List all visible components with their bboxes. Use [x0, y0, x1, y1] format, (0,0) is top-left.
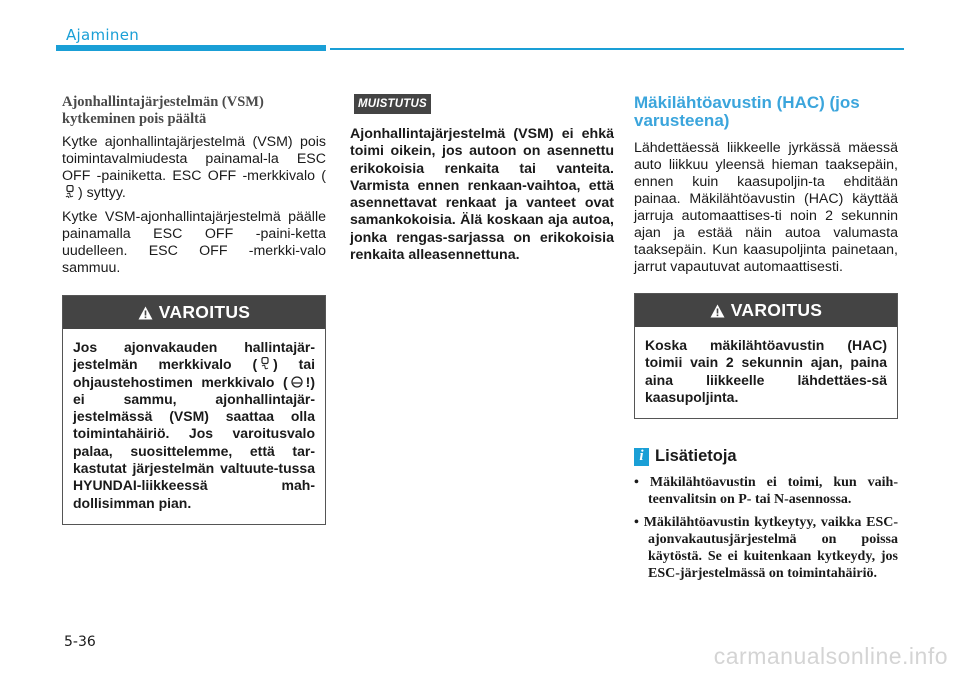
vsm-off-paragraph-2: Kytke VSM-ajonhallintajärjestelmä päälle painamalla ESC OFF -paini-ketta uudelleen. ESC OFF -merkki-valo sammuu. — [62, 209, 326, 276]
header-rule — [330, 48, 904, 50]
section-title: Ajaminen — [66, 26, 140, 44]
warning-header — [63, 296, 325, 329]
muistutus-text: Ajonhallintajärjestelmä (VSM) ei ehkä toimi oikein, jos autoon on asennettu erikokoisia renkaita tai vanteita. Varmista ennen renkaan-vaihtoa, että asennettavat renkaat ja vanteet ovat samankokoisia. Älä koskaan aja autoa, jonka rengas-sarjassa on erikokoisia renkaita alleasennettuna. — [350, 126, 614, 264]
steering-wheel-icon — [291, 375, 303, 389]
info-title: Lisätietoja — [655, 447, 737, 466]
column-right — [634, 94, 898, 588]
column-left — [62, 94, 326, 525]
hac-title: Mäkilähtöavustin (HAC) (jos varusteena) — [634, 93, 860, 130]
list-item: • Mäkilähtöavustin kytkeytyy, vaikka ESC-ajonvakautusjärjestelmä on poissa käytöstä. Se ei kuitenkaan kytkeydy, jos ESC-järjestelmässä on toimintahäiriö. — [634, 514, 898, 582]
page-number: 5-36 — [64, 634, 96, 650]
column-middle — [348, 94, 614, 264]
vsm-warning-box — [62, 295, 326, 525]
info-icon: i — [634, 448, 649, 466]
list-item: • Mäkilähtöavustin ei toimi, kun vaih-teenvalitsin on P- tai N-asennossa. — [634, 474, 898, 508]
warning-label: VAROITUS — [158, 302, 251, 322]
warning-label: VAROITUS — [730, 300, 823, 320]
header-bar-accent — [56, 45, 326, 51]
warning-header — [635, 294, 897, 327]
vsm-indicator-icon — [260, 357, 270, 371]
vsm-off-paragraph-1: Kytke ajonhallintajärjestelmä (VSM) pois toimintavalmiudesta painamal-la ESC OFF -painiketta. ESC OFF -merkkivalo () syttyy. — [62, 134, 326, 201]
vsm-off-title: Ajonhallintajärjestelmän (VSM) kytkeminen pois päältä — [62, 94, 264, 127]
warning-triangle-icon — [138, 306, 153, 320]
esc-off-car-skid-icon — [65, 185, 75, 199]
hac-warning-box — [634, 293, 898, 419]
muistutus-badge: MUISTUTUS — [354, 94, 431, 114]
warning-text: Jos ajonvakauden hallintajär-jestelmän merkkivalo ( ) tai ohjaustehostimen merkkivalo ( !) ei sammu, ajonhallintajär-jestelmässä (VSM) saattaa olla toimintahäiriö. Jos varoitusvalo palaa, suosittelemme, että tar-kastutat järjestelmän valtuute-tussa HYUNDAI-liikkeessä mah-dollisimman pian. — [73, 339, 316, 511]
warning-triangle-icon — [710, 304, 725, 318]
watermark: carmanualsonline.info — [713, 643, 948, 669]
info-header — [634, 447, 898, 466]
hac-paragraph: Lähdettäessä liikkeelle jyrkässä mäessä auto liikkuu yleensä hieman taaksepäin, ennen kuin kaasupoljin-ta ehditään painaa. Mäkilähtöavustin (HAC) käyttää jarruja automaattises-ti noin 2 sekunnin ajan ja estää näin autoa valumasta taaksepäin. Kun kaasupoljinta painetaan, jarrut vapautuvat automaattisesti. — [634, 140, 898, 275]
info-list — [634, 474, 898, 582]
warning-text: Koska mäkilähtöavustin (HAC) toimii vain 2 sekunnin ajan, paina aina liikkeelle lähdettäes-sä kaasupoljinta. — [645, 337, 887, 405]
